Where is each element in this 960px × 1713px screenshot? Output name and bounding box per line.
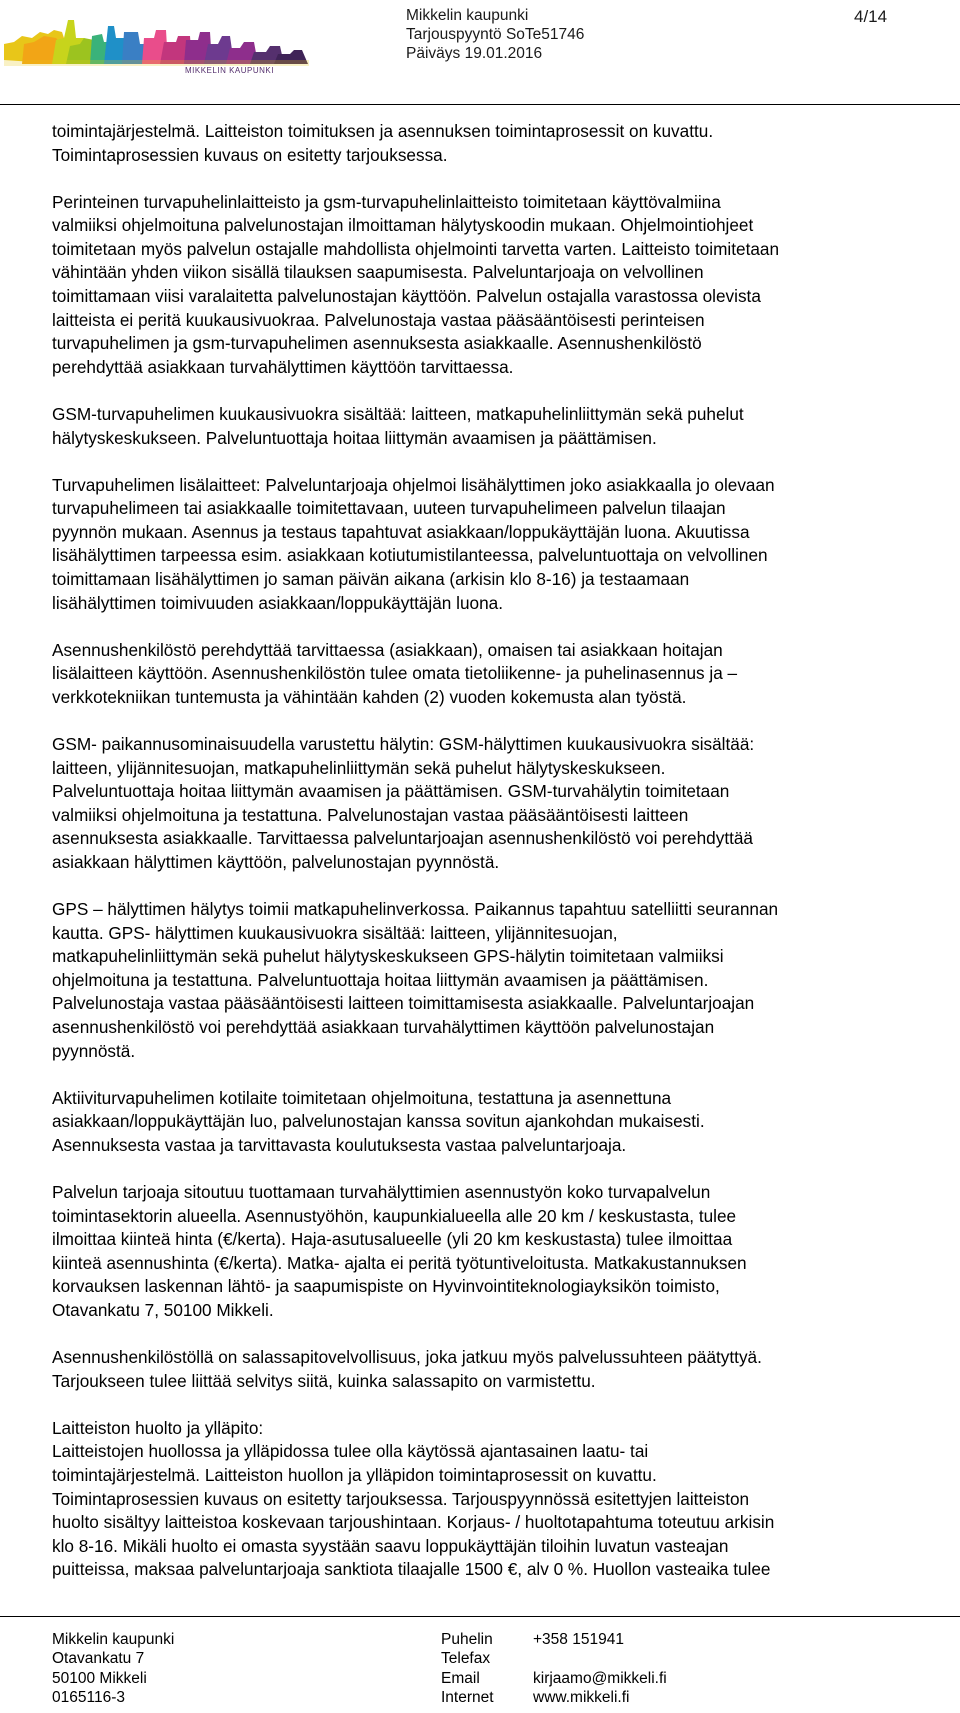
footer-internet[interactable]: www.mikkeli.fi [533,1689,630,1707]
header-info [406,6,584,63]
footer-fax [533,1649,667,1668]
footer-postal: 50100 Mikkeli [52,1669,147,1687]
page-number: 4/14 [854,7,888,26]
paragraph-4: Turvapuhelimen lisälaitteet: Palveluntarjoaja ohjelmoi lisähälyttimen joko asiakkaalla jo olevaan turvapuhelimeen tai asiakkaalle toimitettavaan, uuteen turvapuhelimeen palvelun tilaajan pyynnön mukaan. Asennus ja testaus tapahtuvat asiakkaan/loppukäyttäjän luona. Akuutissa lisähälyttimen tarpeessa esim. asiakkaan kotiutumistilanteessa, palveluntuottaja on velvollinen toimittamaan lisähälyttimen jo saman päivän aikana (arkisin klo 8-16) ja testaamaan lisähälyttimen toimivuuden asiakkaan/loppukäyttäjän luona. [52,474,775,613]
footer-label-email: Email [441,1669,480,1687]
header-date: Päiväys 19.01.2016 [406,45,543,62]
paragraph-7: GPS – hälyttimen hälytys toimii matkapuhelinverkossa. Paikannus tapahtuu satelliitti seurannan kautta. GPS- hälyttimen kuukausivuokra sisältää: laitteen, ylijännitesuojan, matkapuhelinliittymän sekä puhelut hälytyskeskukseen GPS-hälytin toimitetaan valmiiksi ohjelmoituna ja testattuna. Palveluntuottaja hoitaa liittymän avaamisen ja päättämisen. Palvelunostaja vastaa pääsääntöisesti laitteen toimittamisesta asiakkaalle. Palveluntarjoajan asennushenkilöstö voi perehdyttää asiakkaan turvahälyttimen käyttöön palvelunostajan pyynnöstä. [52,899,779,1061]
page-footer [0,1630,960,1713]
paragraph-8: Aktiiviturvapuhelimen kotilaite toimitetaan ohjelmoituna, testattuna ja asennettuna asiakkaan/loppukäyttäjän luo, palvelunostajan kanssa sovitun ajankohdan mukaisesti. Asennuksesta vastaa ja tarvittavasta koulutuksesta vastaa palveluntarjoaja. [52,1087,705,1155]
paragraph-2: Perinteinen turvapuhelinlaitteisto ja gsm-turvapuhelinlaitteisto toimitetaan käyttövalmiina valmiiksi ohjelmoituna palvelunostajan ilmoittaman hälytyskoodin mukaan. Ohjelmointiohjeet toimitetaan myös palvelun ostajalle mahdollista ohjelmointi tarvetta varten. Laitteisto toimitetaan vähintään yhden viikon sisällä tilauksen saapumisesta. Palveluntarjoaja on velvollinen toimittamaan viisi varalaitetta palvelunostajan käyttöön. Palvelun ostajalla varastossa olevista laitteista ei peritä kuukausivuokraa. Palvelunostaja vastaa pääsääntöisesti perinteisen turvapuhelimen ja gsm-turvapuhelimen asennuksesta asiakkaalle. Asennushenkilöstö perehdyttää asiakkaan turvahälyttimen käyttöön tarvittaessa. [52,191,780,377]
paragraph-3: GSM-turvapuhelimen kuukausivuokra sisältää: laitteen, matkapuhelinliittymän sekä puhelut hälytyskeskukseen. Palveluntuottaja hoitaa liittymän avaamisen ja päättämisen. [52,403,744,448]
footer-contact-values [533,1630,667,1708]
footer-org-name: Mikkelin kaupunki [52,1631,175,1648]
document-body [52,120,942,1582]
paragraph-5: Asennushenkilöstö perehdyttää tarvittaessa (asiakkaan), omaisen tai asiakkaan hoitajan lisälaitteen käyttöön. Asennushenkilöstön tulee omata tietoliikenne- ja puhelinasennus ja – verkkotekniikan tuntemusta ja vähintään kahden (2) vuoden kokemusta alan työstä. [52,639,738,707]
footer-label-fax: Telefax [441,1650,491,1668]
footer-email[interactable]: kirjaamo@mikkeli.fi [533,1669,667,1687]
paragraph-10: Asennushenkilöstöllä on salassapitovelvollisuus, joka jatkuu myös palvelussuhteen päätyttyä. Tarjoukseen tulee liittää selvitys siitä, kuinka salassapito on varmistettu. [52,1347,762,1391]
footer-address [52,1630,174,1708]
footer-label-internet: Internet [441,1689,494,1707]
page-header [0,0,960,106]
footer-street: Otavankatu 7 [52,1650,145,1668]
header-divider [0,104,960,105]
paragraph-1: toimintajärjestelmä. Laitteiston toimituksen ja asennuksen toimintaprosessit on kuvattu. Toimintaprosessien kuvaus on esitetty tarjouksessa. [52,121,714,165]
footer-business-id: 0165116-3 [52,1689,125,1707]
header-document-ref: Tarjouspyyntö SoTe51746 [406,26,585,43]
paragraph-6: GSM- paikannusominaisuudella varustettu hälytin: GSM-hälyttimen kuukausivuokra sisältää: laitteen, ylijännitesuojan, matkapuhelinliittymän sekä puhelut hälytyskeskukseen. Palveluntuottaja hoitaa liittymän avaamisen ja päättämisen. GSM-turvahälytin toimitetaan valmiiksi ohjelmoituna ja testattuna. Palvelunostajan vastaa pääsääntöisesti laitteen asennuksesta asiakkaalle. Tarvittaessa palveluntarjoajan asennushenkilöstö voi perehdyttää asiakkaan hälyttimen käyttöön, palvelunostajan pyynnöstä. [52,733,755,872]
footer-divider [0,1616,960,1617]
paragraph-11: Laitteiston huolto ja ylläpito: Laitteistojen huollossa ja ylläpidossa tulee olla käytössä ajantasainen laatu- tai toimintajärjestelmä. Laitteiston huollon ja ylläpidon toimintaprosessit on kuvattu. Toimintaprosessien kuvaus on esitetty tarjouksessa. Tarjouspyynnössä esitettyjen laitteiston huolto sisältyy laitteistoa koskevaan tarjoushintaan. Korjaus- / huoltotapahtuma toteutuu arkisin klo 8-16. Mikäli huolto ei omasta syystään saavu loppukäyttäjän tiloihin luvatun vasteajan puitteissa, maksaa palveluntarjoaja sanktiota tilaajalle 1500 €, alv 0 %. Huollon vasteaika tulee [52,1417,775,1580]
logo-caption: MIKKELIN KAUPUNKI [185,66,274,75]
footer-contact-labels [441,1630,494,1708]
paragraph-9: Palvelun tarjoaja sitoutuu tuottamaan turvahälyttimien asennustyön koko turvapalvelun toimintasektorin alueella. Asennustyöhön, kaupunkialueella alle 20 km / keskustasta, tulee ilmoittaa kiinteä hinta (€/kerta). Haja-asutusalueelle (yli 20 km keskustasta) tulee ilmoittaa kiinteä asennushinta (€/kerta). Matka- ajalta ei peritä työtuntiveloitusta. Matkakustannuksen korvauksen laskennan lähtö- ja saapumispiste on Hyvinvointiteknologiayksikön toimisto, Otavankatu 7, 50100 Mikkeli. [52,1181,747,1320]
header-organization: Mikkelin kaupunki [406,7,529,24]
footer-label-phone: Puhelin [441,1631,493,1648]
footer-phone: +358 151941 [533,1631,624,1648]
